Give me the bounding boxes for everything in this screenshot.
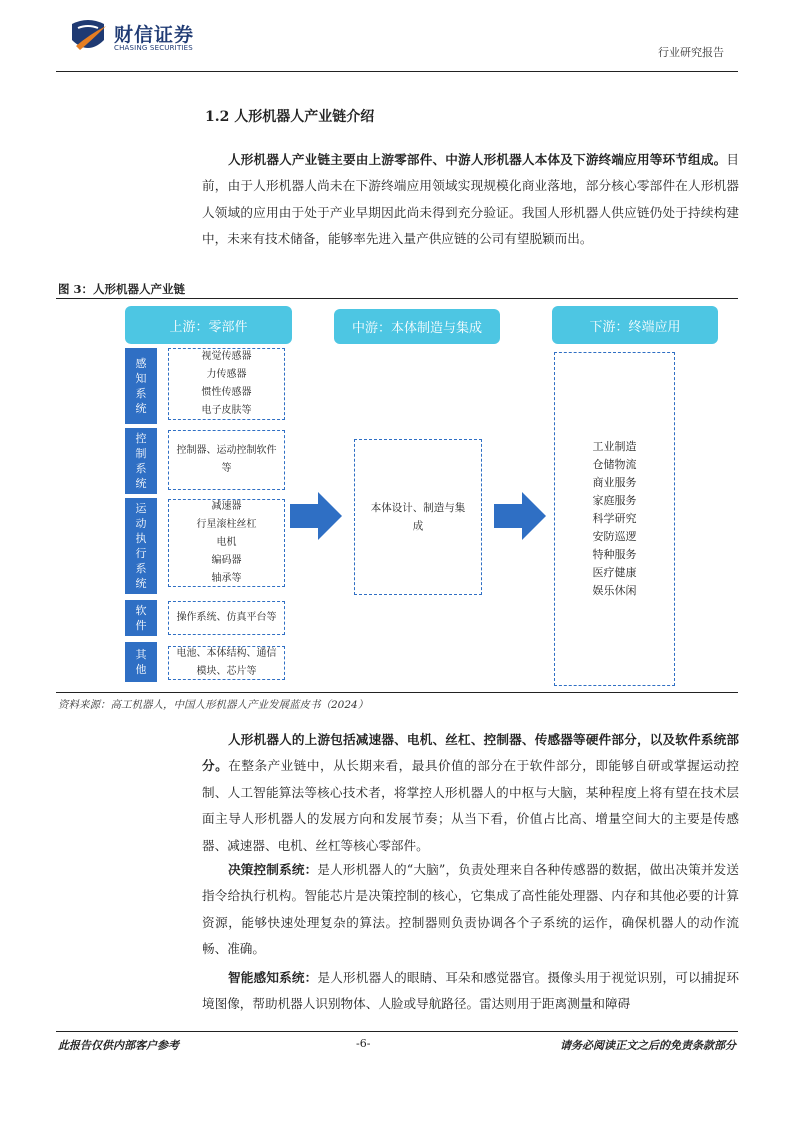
perception-paragraph	[202, 965, 739, 1018]
control-components-box	[168, 430, 285, 490]
motion-components-box	[168, 499, 285, 587]
component-item: 控制器、运动控制软件	[176, 445, 277, 456]
category-char: 行	[135, 547, 147, 560]
category-char: 感	[135, 357, 147, 370]
category-others	[125, 642, 157, 682]
midstream-box	[354, 439, 482, 595]
downstream-header: 下游：终端应用	[552, 306, 718, 344]
industry-chain-diagram	[56, 300, 738, 690]
intro-bold: 人形机器人产业链主要由上游零部件、中游人形机器人本体及下游终端应用等环节组成。	[228, 152, 727, 167]
midstream-line: 本体设计、制造与集	[370, 502, 466, 514]
component-item: 等	[221, 463, 232, 474]
perception-components-box	[168, 348, 285, 420]
category-char: 执	[135, 532, 147, 545]
other-components-box	[168, 646, 285, 680]
component-item: 电池、本体结构、通信	[176, 648, 277, 659]
category-char: 统	[135, 577, 147, 590]
application-item: 家庭服务	[592, 494, 637, 507]
component-item: 电子皮肤等	[201, 405, 252, 416]
upstream-paragraph	[202, 727, 739, 859]
application-item: 安防巡逻	[592, 530, 637, 543]
section-title: 1.2 人形机器人产业链介绍	[205, 109, 375, 125]
header-divider	[56, 71, 738, 72]
decision-control-paragraph	[202, 857, 739, 963]
arrow-right-icon	[494, 492, 546, 540]
category-char: 制	[135, 447, 147, 460]
para2-text: 在整条产业链中，从长期来看，最具价值的部分在于软件部分，即能够自研或掌握运动控制、人工智能算法等核心技术者，将掌控人形机器人的中枢与大脑，某种程度上将有望在技术层面主导人形机器人的发展方向和发展节奏；从当下看，价值占比高、增量空间大的主要是传感器、减速器、电机、丝杠等核心零部件。	[202, 758, 740, 853]
para3-text: 是人形机器人的“大脑”，负责处理来自各种传感器的数据，做出决策并发送指令给执行机构。智能芯片是决策控制的核心，它集成了高性能处理器、内存和其他必要的计算资源，能够快速处理复杂的算法。控制器则负责协调各个子系统的运作，确保机器人的动作流畅、准确。	[202, 862, 739, 957]
downstream-box	[554, 352, 675, 686]
category-char: 软	[135, 604, 147, 617]
software-components-box	[168, 601, 285, 635]
category-char: 系	[135, 462, 147, 475]
para4-bold: 智能感知系统：	[228, 970, 318, 985]
component-item: 惯性传感器	[201, 387, 252, 398]
category-control-system	[125, 428, 157, 494]
component-item: 视觉传感器	[201, 351, 252, 362]
para4-text: 是人形机器人的眼睛、耳朵和感觉器官。摄像头用于视觉识别，可以捕捉环境图像，帮助机器人识别物体、人脸或导航路径。雷达则用于距离测量和障碍	[202, 970, 740, 1012]
component-item: 减速器	[211, 501, 242, 512]
application-item: 仓储物流	[592, 458, 637, 471]
company-logo	[68, 16, 198, 58]
component-item: 操作系统、仿真平台等	[176, 612, 277, 623]
category-char: 其	[135, 648, 147, 661]
category-char: 他	[135, 663, 147, 676]
midstream-header: 中游：本体制造与集成	[334, 309, 500, 344]
component-item: 行星滚柱丝杠	[196, 519, 257, 530]
category-motion-actuation-system	[125, 498, 157, 594]
figure-title: 图 3：人形机器人产业链	[58, 282, 186, 296]
logo-emblem-icon	[68, 16, 108, 56]
category-char: 知	[135, 372, 147, 385]
category-char: 件	[135, 619, 147, 632]
category-char: 统	[135, 402, 147, 415]
report-type-label: 行业研究报告	[658, 46, 724, 59]
upstream-header: 上游：零部件	[125, 306, 292, 344]
page-number: -6-	[356, 1037, 371, 1050]
category-char: 控	[135, 432, 147, 445]
category-char: 动	[135, 517, 147, 530]
footer-divider	[56, 1031, 738, 1032]
footer-disclaimer: 此报告仅供内部客户参考	[58, 1039, 179, 1052]
category-perception-system	[125, 348, 157, 424]
application-item: 医疗健康	[592, 566, 637, 579]
midstream-line: 成	[412, 520, 424, 532]
component-item: 轴承等	[211, 573, 242, 584]
intro-text: 目前，由于人形机器人尚未在下游终端应用领域实现规模化商业落地，部分核心零部件在人形机器人领域的应用由于处于产业早期因此尚未得到充分验证。我国人形机器人供应链仍处于持续构建中，未来有技术储备，能够率先进入量产供应链的公司有望脱颖而出。	[202, 152, 739, 247]
logo-english-name: CHASING SECURITIES	[114, 44, 193, 52]
component-item: 模块、芯片等	[196, 666, 257, 677]
para3-bold: 决策控制系统：	[228, 862, 318, 877]
application-item: 娱乐休闲	[592, 584, 637, 597]
category-char: 系	[135, 562, 147, 575]
logo-chinese-name: 财信证券	[114, 24, 195, 46]
figure-top-rule	[56, 298, 738, 299]
category-char: 系	[135, 387, 147, 400]
para2-bold: 人形机器人的上游包括减速器、电机、丝杠、控制器、传感器等硬件部分，以及软件系统部分。	[202, 732, 739, 774]
application-item: 工业制造	[592, 440, 637, 453]
application-item: 商业服务	[592, 476, 637, 489]
category-char: 统	[135, 477, 147, 490]
arrow-right-icon	[290, 492, 342, 540]
figure-bottom-rule	[56, 692, 738, 693]
category-software	[125, 600, 157, 636]
component-item: 编码器	[211, 555, 242, 566]
figure-source: 资料来源：高工机器人，中国人形机器人产业发展蓝皮书（2024）	[58, 699, 369, 711]
category-char: 运	[135, 502, 147, 515]
intro-paragraph	[202, 147, 739, 253]
footer-notice: 请务必阅读正文之后的免责条款部分	[560, 1039, 736, 1052]
application-item: 科学研究	[592, 512, 637, 525]
component-item: 力传感器	[206, 369, 247, 380]
component-item: 电机	[216, 537, 237, 548]
application-item: 特种服务	[592, 548, 637, 561]
